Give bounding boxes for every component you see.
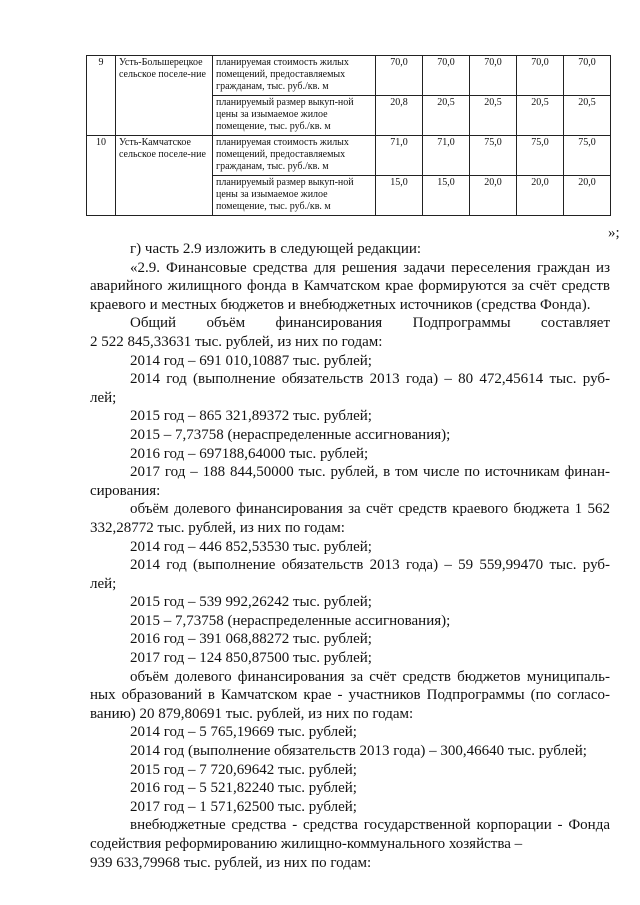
paragraph: 2014 год (выполнение обязательств 2013 года) – 300,46640 тыс. рублей; <box>130 743 587 760</box>
settlement-name: Усть-Большерецкое сельское поселе-ние <box>116 56 213 136</box>
value-cell: 20,5 <box>470 96 517 136</box>
value-cell: 75,0 <box>517 136 564 176</box>
value-cell: 70,0 <box>470 56 517 96</box>
paragraph: внебюджетные средства - средства государственной корпорации - Фонда содействия реформированию жилищно-коммунального хозяйства – <box>90 817 610 852</box>
paragraph: 2 522 845,33631 тыс. рублей, из них по годам: <box>90 333 383 350</box>
indicators-table <box>86 55 611 216</box>
indicator-cell: планируемый размер выкуп-ной цены за изымаемое жилое помещение, тыс. руб./кв. м <box>213 96 376 136</box>
indicator-cell: планируемый размер выкуп-ной цены за изымаемое жилое помещение, тыс. руб./кв. м <box>213 176 376 216</box>
value-cell: 71,0 <box>423 136 470 176</box>
value-cell: 75,0 <box>470 136 517 176</box>
value-cell: 20,5 <box>423 96 470 136</box>
value-cell: 20,0 <box>517 176 564 216</box>
paragraph: г) часть 2.9 изложить в следующей редакции: <box>130 241 422 257</box>
paragraph: 2014 год – 691 010,10887 тыс. рублей; <box>130 352 372 369</box>
row-number: 10 <box>87 136 116 216</box>
table-row <box>87 136 611 176</box>
value-cell: 70,0 <box>564 56 611 96</box>
value-cell: 20,8 <box>376 96 423 136</box>
paragraph: объём долевого финансирования за счёт средств краевого бюджета 1 562 332,28772 тыс. рублей, из них по годам: <box>90 501 610 536</box>
paragraph: объём долевого финансирования за счёт средств бюджетов муниципаль-ных образований в Камчатском крае - участников Подпрограммы (по согласо-ванию) 20 879,80691 тыс. рублей, из них по годам: <box>90 668 610 722</box>
value-cell: 70,0 <box>423 56 470 96</box>
paragraph: 2014 год (выполнение обязательств 2013 года) – 80 472,45614 тыс. руб-лей; <box>90 371 610 406</box>
value-cell: 15,0 <box>376 176 423 216</box>
value-cell: 20,5 <box>564 96 611 136</box>
paragraph: 2016 год – 697188,64000 тыс. рублей; <box>130 445 369 462</box>
paragraph: 2015 год – 865 321,89372 тыс. рублей; <box>130 408 372 425</box>
paragraph: Общий объём финансирования Подпрограммы составляет <box>130 315 610 332</box>
value-cell: 20,0 <box>564 176 611 216</box>
paragraph: 2017 год – 1 571,62500 тыс. рублей; <box>130 798 357 815</box>
value-cell: 20,0 <box>470 176 517 216</box>
paragraph: 2014 год (выполнение обязательств 2013 года) – 59 559,99470 тыс. руб-лей; <box>90 557 610 592</box>
value-cell: 75,0 <box>564 136 611 176</box>
indicator-cell: планируемая стоимость жилых помещений, предоставляемых гражданам, тыс. руб./кв. м <box>213 136 376 176</box>
paragraph: 2015 год – 7 720,69642 тыс. рублей; <box>130 761 357 778</box>
value-cell: 70,0 <box>517 56 564 96</box>
value-cell: 71,0 <box>376 136 423 176</box>
table-closing-quote: »; <box>608 225 620 241</box>
paragraph: 2017 год – 188 844,50000 тыс. рублей, в том числе по источникам финан-сирования: <box>90 464 610 499</box>
indicator-cell: планируемая стоимость жилых помещений, предоставляемых гражданам, тыс. руб./кв. м <box>213 56 376 96</box>
paragraph: 2014 год – 446 852,53530 тыс. рублей; <box>130 538 372 555</box>
paragraph: 2016 год – 5 521,82240 тыс. рублей; <box>130 780 357 797</box>
paragraph: 2015 – 7,73758 (нераспределенные ассигнования); <box>130 612 451 629</box>
settlement-name: Усть-Камчатское сельское поселе-ние <box>116 136 213 216</box>
paragraph: 2016 год – 391 068,88272 тыс. рублей; <box>130 631 372 648</box>
row-number: 9 <box>87 56 116 136</box>
paragraph: 2017 год – 124 850,87500 тыс. рублей; <box>130 650 372 667</box>
paragraph: «2.9. Финансовые средства для решения задачи переселения граждан из аварийного жилищного фонда в Камчатском крае формируются за счёт средств краевого и местных бюджетов и внебюджетных источников (средства Фонда). <box>90 259 610 313</box>
document-body <box>90 240 610 872</box>
paragraph: 2014 год – 5 765,19669 тыс. рублей; <box>130 724 357 741</box>
paragraph: 2015 год – 539 992,26242 тыс. рублей; <box>130 594 372 611</box>
paragraph: 939 633,79968 тыс. рублей, из них по годам: <box>90 854 372 871</box>
value-cell: 70,0 <box>376 56 423 96</box>
value-cell: 15,0 <box>423 176 470 216</box>
value-cell: 20,5 <box>517 96 564 136</box>
paragraph: 2015 – 7,73758 (нераспределенные ассигнования); <box>130 426 451 443</box>
table-row <box>87 56 611 96</box>
